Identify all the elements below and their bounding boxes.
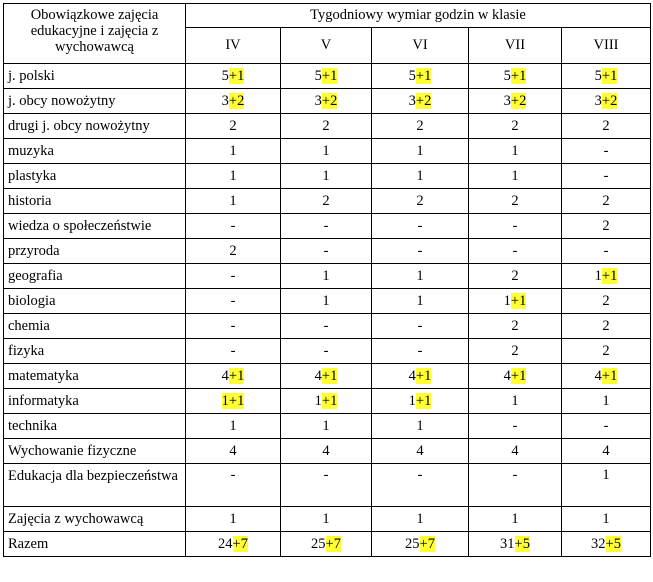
base-hours: 2 <box>602 342 610 359</box>
hours-cell <box>281 339 372 364</box>
subject-name: technika <box>4 414 186 439</box>
base-hours: 1 <box>322 167 330 184</box>
extra-hours-highlight: +2 <box>601 92 618 109</box>
base-hours: 1 <box>322 142 330 159</box>
base-hours: 2 <box>416 192 424 209</box>
base-hours: - <box>323 467 329 483</box>
hours-table <box>3 3 651 557</box>
base-hours: 24 <box>218 535 233 552</box>
base-hours: 1 <box>416 417 424 434</box>
base-hours: 1 <box>322 292 330 309</box>
subject-name: drugi j. obcy nowożytny <box>4 114 186 139</box>
base-hours: 1 <box>511 142 519 159</box>
base-hours: - <box>512 242 518 259</box>
base-hours: - <box>417 467 423 483</box>
base-hours: 1 <box>511 167 519 184</box>
subject-name: j. polski <box>4 64 186 89</box>
base-hours: - <box>512 417 518 434</box>
hours-cell <box>281 164 372 189</box>
subject-name: informatyka <box>4 389 186 414</box>
base-hours: 1 <box>229 167 237 184</box>
hours-cell <box>562 64 651 89</box>
base-hours: - <box>230 292 236 309</box>
hours-cell <box>562 189 651 214</box>
table-row <box>4 64 651 89</box>
base-hours: 25 <box>311 535 326 552</box>
base-hours: 2 <box>602 192 610 209</box>
base-hours: 1 <box>594 267 602 284</box>
extra-hours-highlight: +1 <box>228 367 245 384</box>
hours-cell <box>469 114 562 139</box>
base-hours: 2 <box>229 117 237 134</box>
hours-cell <box>186 139 281 164</box>
hours-cell <box>469 64 562 89</box>
extra-hours-highlight: +1 <box>510 67 527 84</box>
grade-header-vi: VI <box>372 28 469 64</box>
hours-cell <box>281 507 372 532</box>
hours-cell <box>469 414 562 439</box>
extra-hours-highlight: +2 <box>228 92 245 109</box>
subject-name: fizyka <box>4 339 186 364</box>
table-row <box>4 214 651 239</box>
base-hours: 1 <box>229 192 237 209</box>
hours-cell <box>372 239 469 264</box>
hours-cell <box>562 364 651 389</box>
base-hours: 2 <box>322 117 330 134</box>
base-hours: 3 <box>503 92 511 109</box>
base-hours: 1 <box>229 510 237 527</box>
hours-cell <box>372 214 469 239</box>
hours-cell <box>186 64 281 89</box>
hours-cell <box>372 464 469 507</box>
hours-cell <box>562 339 651 364</box>
hours-cell <box>281 439 372 464</box>
base-hours: 1 <box>511 392 519 409</box>
subject-column-header: Obowiązkowe zajęcia edukacyjne i zajęcia z wychowawcą <box>4 4 186 64</box>
hours-cell <box>186 164 281 189</box>
base-hours: 2 <box>511 192 519 209</box>
base-hours: 4 <box>594 367 602 384</box>
base-hours: 32 <box>591 535 606 552</box>
base-hours: - <box>417 342 423 359</box>
table-row <box>4 239 651 264</box>
hours-cell <box>372 139 469 164</box>
base-hours: 1 <box>602 510 610 527</box>
hours-cell <box>469 532 562 557</box>
base-hours: - <box>230 267 236 284</box>
hours-cell <box>186 214 281 239</box>
hours-cell <box>562 239 651 264</box>
base-hours: 4 <box>503 367 511 384</box>
hours-cell <box>469 189 562 214</box>
base-hours: 1 <box>322 267 330 284</box>
hours-cell <box>562 507 651 532</box>
table-row <box>4 439 651 464</box>
base-hours: 2 <box>322 192 330 209</box>
base-hours: 4 <box>229 442 237 459</box>
base-hours: 1 <box>503 292 511 309</box>
base-hours: 1 <box>322 510 330 527</box>
hours-cell <box>186 239 281 264</box>
base-hours: 1 <box>416 267 424 284</box>
subject-name: wiedza o społeczeństwie <box>4 214 186 239</box>
hours-cell <box>469 507 562 532</box>
subject-name: matematyka <box>4 364 186 389</box>
hours-cell <box>372 264 469 289</box>
table-row <box>4 89 651 114</box>
base-hours: 5 <box>594 67 602 84</box>
base-hours: - <box>230 217 236 234</box>
hours-cell <box>186 464 281 507</box>
extra-hours-highlight: +2 <box>510 92 527 109</box>
table-row <box>4 507 651 532</box>
base-hours: 5 <box>503 67 511 84</box>
base-hours: 5 <box>221 67 229 84</box>
hours-cell <box>372 289 469 314</box>
hours-cell <box>281 364 372 389</box>
base-hours: - <box>417 217 423 234</box>
base-hours: 1 <box>416 167 424 184</box>
table-row <box>4 464 651 507</box>
hours-cell <box>372 532 469 557</box>
hours-cell <box>281 532 372 557</box>
hours-cell <box>186 289 281 314</box>
table-body <box>4 64 651 557</box>
hours-cell <box>562 89 651 114</box>
hours-cell <box>469 164 562 189</box>
hours-cell <box>186 89 281 114</box>
hours-cell <box>281 214 372 239</box>
subject-name: historia <box>4 189 186 214</box>
hours-cell <box>562 289 651 314</box>
extra-hours-highlight: +1 <box>228 67 245 84</box>
hours-cell <box>469 239 562 264</box>
base-hours: 5 <box>408 67 416 84</box>
hours-cell <box>281 239 372 264</box>
hours-cell <box>186 414 281 439</box>
hours-cell <box>469 264 562 289</box>
extra-hours-highlight: +1 <box>415 67 432 84</box>
hours-cell <box>562 314 651 339</box>
base-hours: 1 <box>602 392 610 409</box>
base-hours: - <box>323 217 329 234</box>
base-hours: 1 <box>416 142 424 159</box>
hours-cell <box>186 314 281 339</box>
base-hours: 1 <box>314 392 322 409</box>
base-hours: 2 <box>602 217 610 234</box>
hours-cell <box>372 114 469 139</box>
hours-cell <box>281 414 372 439</box>
subject-name: Edukacja dla bezpieczeństwa <box>4 464 186 507</box>
base-hours: 2 <box>511 117 519 134</box>
subject-name: muzyka <box>4 139 186 164</box>
extra-hours-highlight: +1 <box>601 367 618 384</box>
hours-cell <box>562 464 651 507</box>
hours-cell <box>281 264 372 289</box>
base-hours: - <box>323 317 329 334</box>
base-hours: 2 <box>229 242 237 259</box>
table-row <box>4 532 651 557</box>
base-hours: - <box>230 342 236 359</box>
base-hours: 4 <box>511 442 519 459</box>
base-hours: 31 <box>500 535 515 552</box>
hours-cell <box>186 507 281 532</box>
base-hours: - <box>603 242 609 259</box>
hours-cell <box>372 507 469 532</box>
hours-cell <box>372 389 469 414</box>
hours-cell <box>186 339 281 364</box>
grade-header-iv: IV <box>186 28 281 64</box>
subject-name: Razem <box>4 532 186 557</box>
extra-hours-highlight: 1+1 <box>221 392 245 409</box>
hours-cell <box>372 164 469 189</box>
base-hours: 2 <box>511 267 519 284</box>
hours-cell <box>186 364 281 389</box>
base-hours: 3 <box>408 92 416 109</box>
subject-name: Zajęcia z wychowawcą <box>4 507 186 532</box>
table-row <box>4 264 651 289</box>
hours-cell <box>186 114 281 139</box>
grade-header-vii: VII <box>469 28 562 64</box>
extra-hours-highlight: +5 <box>605 535 621 552</box>
base-hours: - <box>230 317 236 334</box>
base-hours: 3 <box>314 92 322 109</box>
hours-cell <box>281 114 372 139</box>
base-hours: 3 <box>221 92 229 109</box>
hours-cell <box>469 464 562 507</box>
subject-name: geografia <box>4 264 186 289</box>
base-hours: 4 <box>602 442 610 459</box>
extra-hours-highlight: +1 <box>321 367 338 384</box>
hours-cell <box>562 264 651 289</box>
hours-cell <box>562 214 651 239</box>
extra-hours-highlight: +1 <box>415 367 432 384</box>
base-hours: 2 <box>416 117 424 134</box>
hours-cell <box>281 189 372 214</box>
base-hours: 1 <box>416 292 424 309</box>
hours-cell <box>469 389 562 414</box>
base-hours: 2 <box>602 292 610 309</box>
hours-cell <box>469 314 562 339</box>
hours-cell <box>562 439 651 464</box>
extra-hours-highlight: +7 <box>419 535 435 552</box>
hours-cell <box>281 289 372 314</box>
hours-cell <box>372 364 469 389</box>
table-row <box>4 314 651 339</box>
base-hours: 2 <box>511 317 519 334</box>
hours-cell <box>469 214 562 239</box>
table-row <box>4 389 651 414</box>
base-hours: 25 <box>405 535 420 552</box>
base-hours: 4 <box>416 442 424 459</box>
hours-cell <box>469 89 562 114</box>
hours-cell <box>281 64 372 89</box>
base-hours: 2 <box>602 117 610 134</box>
hours-cell <box>562 139 651 164</box>
extra-hours-highlight: +1 <box>601 67 618 84</box>
base-hours: 2 <box>602 317 610 334</box>
base-hours: 1 <box>322 417 330 434</box>
hours-cell <box>281 389 372 414</box>
base-hours: - <box>603 417 609 434</box>
base-hours: - <box>417 242 423 259</box>
base-hours: 4 <box>322 442 330 459</box>
table-row <box>4 289 651 314</box>
grade-header-v: V <box>281 28 372 64</box>
hours-cell <box>562 389 651 414</box>
table-row <box>4 114 651 139</box>
base-hours: 1 <box>229 417 237 434</box>
hours-cell <box>469 339 562 364</box>
hours-cell <box>281 314 372 339</box>
hours-cell <box>469 289 562 314</box>
hours-cell <box>281 139 372 164</box>
extra-hours-highlight: +1 <box>601 267 618 284</box>
hours-cell <box>562 114 651 139</box>
hours-cell <box>469 439 562 464</box>
hours-cell <box>562 532 651 557</box>
base-hours: 1 <box>408 392 416 409</box>
hours-cell <box>372 314 469 339</box>
subject-name: Wychowanie fizyczne <box>4 439 186 464</box>
hours-cell <box>281 89 372 114</box>
hours-cell <box>186 264 281 289</box>
extra-hours-highlight: +5 <box>514 535 530 552</box>
subject-name: biologia <box>4 289 186 314</box>
base-hours: - <box>323 242 329 259</box>
base-hours: - <box>603 142 609 159</box>
base-hours: 3 <box>594 92 602 109</box>
hours-cell <box>186 389 281 414</box>
extra-hours-highlight: +2 <box>415 92 432 109</box>
extra-hours-highlight: +1 <box>415 392 432 409</box>
base-hours: 1 <box>511 510 519 527</box>
table-row <box>4 414 651 439</box>
extra-hours-highlight: +1 <box>321 392 338 409</box>
table-row <box>4 139 651 164</box>
extra-hours-highlight: +2 <box>321 92 338 109</box>
hours-cell <box>186 189 281 214</box>
base-hours: - <box>603 167 609 184</box>
extra-hours-highlight: +7 <box>232 535 248 552</box>
extra-hours-highlight: +1 <box>510 292 527 309</box>
base-hours: 1 <box>416 510 424 527</box>
hours-cell <box>469 139 562 164</box>
base-hours: 4 <box>221 367 229 384</box>
hours-cell <box>562 164 651 189</box>
grade-header-viii: VIII <box>562 28 651 64</box>
hours-cell <box>562 414 651 439</box>
subject-name: plastyka <box>4 164 186 189</box>
base-hours: - <box>417 317 423 334</box>
hours-cell <box>372 189 469 214</box>
table-row <box>4 164 651 189</box>
base-hours: 4 <box>408 367 416 384</box>
extra-hours-highlight: +1 <box>321 67 338 84</box>
base-hours: 5 <box>314 67 322 84</box>
extra-hours-highlight: +7 <box>325 535 341 552</box>
table-row <box>4 339 651 364</box>
hours-cell <box>372 89 469 114</box>
hours-cell <box>372 64 469 89</box>
subject-name: j. obcy nowożytny <box>4 89 186 114</box>
extra-hours-highlight: +1 <box>510 367 527 384</box>
hours-cell <box>372 414 469 439</box>
base-hours: 2 <box>511 342 519 359</box>
table-row <box>4 189 651 214</box>
subject-name: chemia <box>4 314 186 339</box>
subject-name: przyroda <box>4 239 186 264</box>
base-hours: 4 <box>314 367 322 384</box>
base-hours: - <box>512 467 518 483</box>
hours-cell <box>186 532 281 557</box>
hours-cell <box>281 464 372 507</box>
base-hours: - <box>230 467 236 483</box>
hours-cell <box>186 439 281 464</box>
base-hours: 1 <box>602 467 610 483</box>
hours-cell <box>469 364 562 389</box>
table-row <box>4 364 651 389</box>
hours-cell <box>372 339 469 364</box>
base-hours: - <box>512 217 518 234</box>
hours-column-header: Tygodniowy wymiar godzin w klasie <box>186 4 651 28</box>
hours-cell <box>372 439 469 464</box>
base-hours: 1 <box>229 142 237 159</box>
base-hours: - <box>323 342 329 359</box>
